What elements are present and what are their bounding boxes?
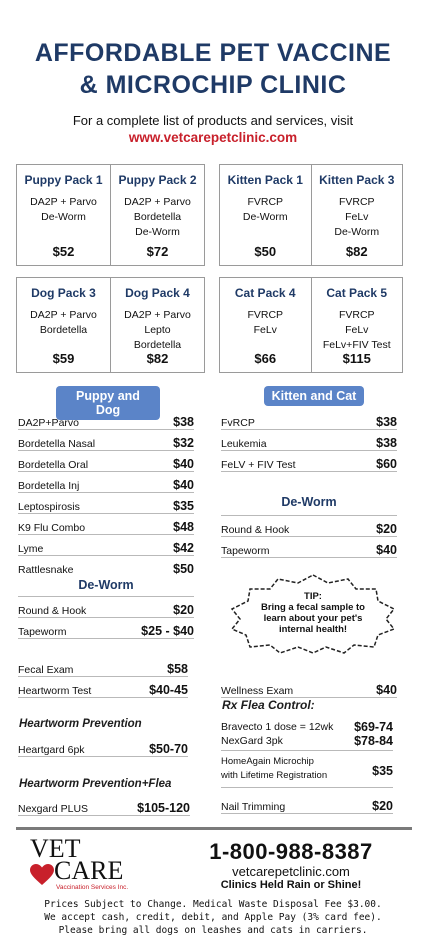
list-item — [18, 514, 194, 535]
pack-item: Bordetella — [39, 324, 88, 336]
pack-item: FVRCP — [338, 309, 375, 321]
item-price: $50 — [173, 562, 194, 576]
pack-item: Lepto — [144, 324, 171, 336]
list-item — [221, 734, 393, 748]
item-name: Tapeworm — [18, 626, 67, 638]
pack-card — [220, 278, 311, 372]
pack-group-cat — [219, 277, 403, 373]
item-name: Bordetella Inj — [18, 480, 80, 492]
website-link[interactable]: www.vetcarepetclinic.com — [128, 130, 298, 145]
pack-card — [220, 165, 311, 265]
list-item — [221, 720, 393, 734]
list-item — [221, 793, 393, 814]
item-price: $78-84 — [354, 734, 393, 748]
footer-note: Please bring all dogs on leashes and cats in carriers. — [58, 925, 368, 936]
logo — [30, 836, 160, 896]
list-item — [221, 430, 397, 451]
heart-icon — [30, 864, 54, 886]
logo-vet: VET — [30, 834, 81, 863]
item-price: $38 — [376, 415, 397, 429]
list-item — [18, 795, 190, 816]
logo-care: CARE — [54, 856, 124, 885]
list-item — [221, 451, 397, 472]
item-name: Bordetella Oral — [18, 459, 89, 471]
item-name: Bordetella Nasal — [18, 438, 96, 450]
list-item — [221, 677, 397, 698]
item-price: $20 — [173, 603, 194, 617]
item-name: Heartworm Test — [18, 685, 92, 697]
item-price: $69-74 — [354, 720, 393, 734]
phone-number[interactable]: 1-800-988-8387 — [209, 839, 373, 864]
pack-price: $82 — [146, 351, 169, 366]
list-item — [18, 430, 194, 451]
item-price: $25 - $40 — [141, 624, 194, 638]
item-price: $32 — [173, 436, 194, 450]
item-name: Nexgard PLUS — [18, 803, 89, 815]
pack-price: $59 — [52, 351, 75, 366]
tip-label: TIP: — [304, 591, 322, 602]
pack-price: $66 — [254, 351, 277, 366]
footer-divider — [16, 827, 412, 830]
item-price: $40 — [173, 457, 194, 471]
flea-list — [221, 720, 393, 751]
item-name: Bravecto 1 dose = 12wk — [221, 721, 334, 733]
item-name: with Lifetime Registration — [221, 770, 328, 781]
item-name: Lyme — [18, 543, 44, 555]
pack-item: FeLv — [345, 324, 369, 336]
list-item — [18, 535, 194, 556]
item-name: Tapeworm — [221, 545, 270, 557]
item-name: K9 Flu Combo — [18, 522, 86, 534]
item-price: $48 — [173, 520, 194, 534]
pack-item: FVRCP — [247, 309, 284, 321]
item-price: $38 — [173, 415, 194, 429]
hw-flea-heading: Heartworm Prevention+Flea — [19, 778, 172, 790]
list-item — [18, 596, 194, 618]
pack-item: FeLv — [253, 324, 277, 336]
flea-heading: Rx Flea Control: — [222, 698, 315, 712]
item-name: Heartgard 6pk — [18, 744, 85, 756]
list-item — [18, 736, 188, 757]
footer-notes — [0, 898, 426, 937]
page-title-line1: AFFORDABLE PET VACCINE — [34, 39, 392, 67]
list-item — [221, 537, 397, 558]
item-name: NexGard 3pk — [221, 735, 283, 747]
item-name: FvRCP — [221, 417, 255, 429]
pack-card — [17, 165, 110, 265]
pack-price: $82 — [345, 244, 368, 259]
pack-group-kitten — [219, 164, 403, 266]
pack-item: FeLv — [345, 211, 369, 223]
pack-card — [17, 278, 110, 372]
list-item — [18, 556, 194, 576]
pack-card — [110, 165, 204, 265]
list-item — [18, 451, 194, 472]
pack-group-dog — [16, 277, 205, 373]
pack-price: $115 — [342, 351, 371, 366]
pack-item: De-Worm — [41, 211, 86, 223]
list-item — [18, 409, 194, 430]
pack-item: De-Worm — [242, 211, 288, 223]
pack-item: DA2P + Parvo — [30, 196, 97, 208]
pack-item: De-Worm — [334, 226, 380, 238]
pack-name: Cat Pack 5 — [326, 286, 388, 300]
pack-item: De-Worm — [135, 226, 180, 238]
item-price: $20 — [376, 522, 397, 536]
footer-note: We accept cash, credit, debit, and Apple Pay (3% card fee). — [44, 912, 382, 923]
pack-item: DA2P + Parvo — [30, 309, 97, 321]
pack-card — [311, 165, 403, 265]
pack-price: $50 — [254, 244, 277, 259]
item-name: Round & Hook — [221, 524, 290, 536]
list-item — [221, 515, 397, 537]
item-price: $105-120 — [137, 801, 190, 815]
hw-prevention-heading: Heartworm Prevention — [19, 718, 142, 730]
pack-item: FVRCP — [338, 196, 375, 208]
item-price: $50-70 — [149, 742, 188, 756]
item-name: Wellness Exam — [221, 685, 294, 697]
pack-name: Dog Pack 4 — [125, 286, 190, 300]
pack-name: Puppy Pack 2 — [118, 173, 197, 187]
list-item — [18, 618, 194, 639]
pack-price: $52 — [52, 244, 75, 259]
list-item — [221, 409, 397, 430]
pack-name: Kitten Pack 3 — [319, 173, 395, 187]
pack-name: Puppy Pack 1 — [24, 173, 103, 187]
logo-subtext: Vaccination Services Inc. — [56, 884, 129, 891]
item-price: $40-45 — [149, 683, 188, 697]
tip-badge — [228, 573, 398, 655]
pack-name: Kitten Pack 1 — [227, 173, 303, 187]
page-title-line2: & MICROCHIP CLINIC — [79, 71, 347, 99]
deworm-heading-dog: De-Worm — [78, 578, 134, 592]
pack-item: DA2P + Parvo — [124, 196, 191, 208]
section-pill-puppy-dog: Puppy and Dog — [56, 386, 160, 420]
list-item — [18, 656, 188, 677]
pack-group-puppy — [16, 164, 205, 266]
item-name: Leptospirosis — [18, 501, 80, 513]
pack-price: $72 — [146, 244, 169, 259]
pack-name: Dog Pack 3 — [31, 286, 96, 300]
pack-name: Cat Pack 4 — [234, 286, 296, 300]
deworm-heading-cat: De-Worm — [281, 495, 337, 509]
item-price: $20 — [372, 799, 393, 813]
list-item — [18, 493, 194, 514]
pack-item: DA2P + Parvo — [124, 309, 191, 321]
item-name: DA2P+Parvo — [18, 417, 79, 429]
footer-tagline: Clinics Held Rain or Shine! — [220, 879, 362, 891]
item-name: Round & Hook — [18, 605, 87, 617]
item-name: HomeAgain Microchip — [221, 756, 314, 767]
item-price: $40 — [376, 543, 397, 557]
pack-item: FVRCP — [247, 196, 284, 208]
item-name: Leukemia — [221, 438, 267, 450]
footer-website[interactable]: vetcarepetclinic.com — [232, 864, 350, 879]
list-item — [221, 755, 393, 788]
subtitle: For a complete list of products and services, visit — [72, 113, 354, 128]
section-pill-kitten-cat: Kitten and Cat — [264, 386, 364, 406]
item-price: $35 — [372, 764, 393, 778]
item-name: Nail Trimming — [221, 801, 286, 813]
item-name: FeLV + FIV Test — [221, 459, 296, 471]
item-price: $40 — [376, 683, 397, 697]
item-price: $38 — [376, 436, 397, 450]
item-price: $42 — [173, 541, 194, 555]
pack-item: Bordetella — [133, 211, 182, 223]
list-item — [18, 472, 194, 493]
list-item — [18, 677, 188, 698]
item-name: Rattlesnake — [18, 564, 74, 576]
tip-text: Bring a fecal sample to learn about your pet's internal health! — [260, 602, 365, 635]
item-price: $35 — [173, 499, 194, 513]
pack-card — [110, 278, 204, 372]
pack-item: Bordetella — [133, 339, 182, 351]
item-name: Fecal Exam — [18, 664, 74, 676]
footer-note: Prices Subject to Change. Medical Waste Disposal Fee $3.00. — [44, 899, 382, 910]
pack-item: FeLv+FIV Test — [322, 339, 391, 351]
pack-card — [311, 278, 403, 372]
item-price: $58 — [167, 662, 188, 676]
item-price: $40 — [173, 478, 194, 492]
item-price: $60 — [376, 457, 397, 471]
